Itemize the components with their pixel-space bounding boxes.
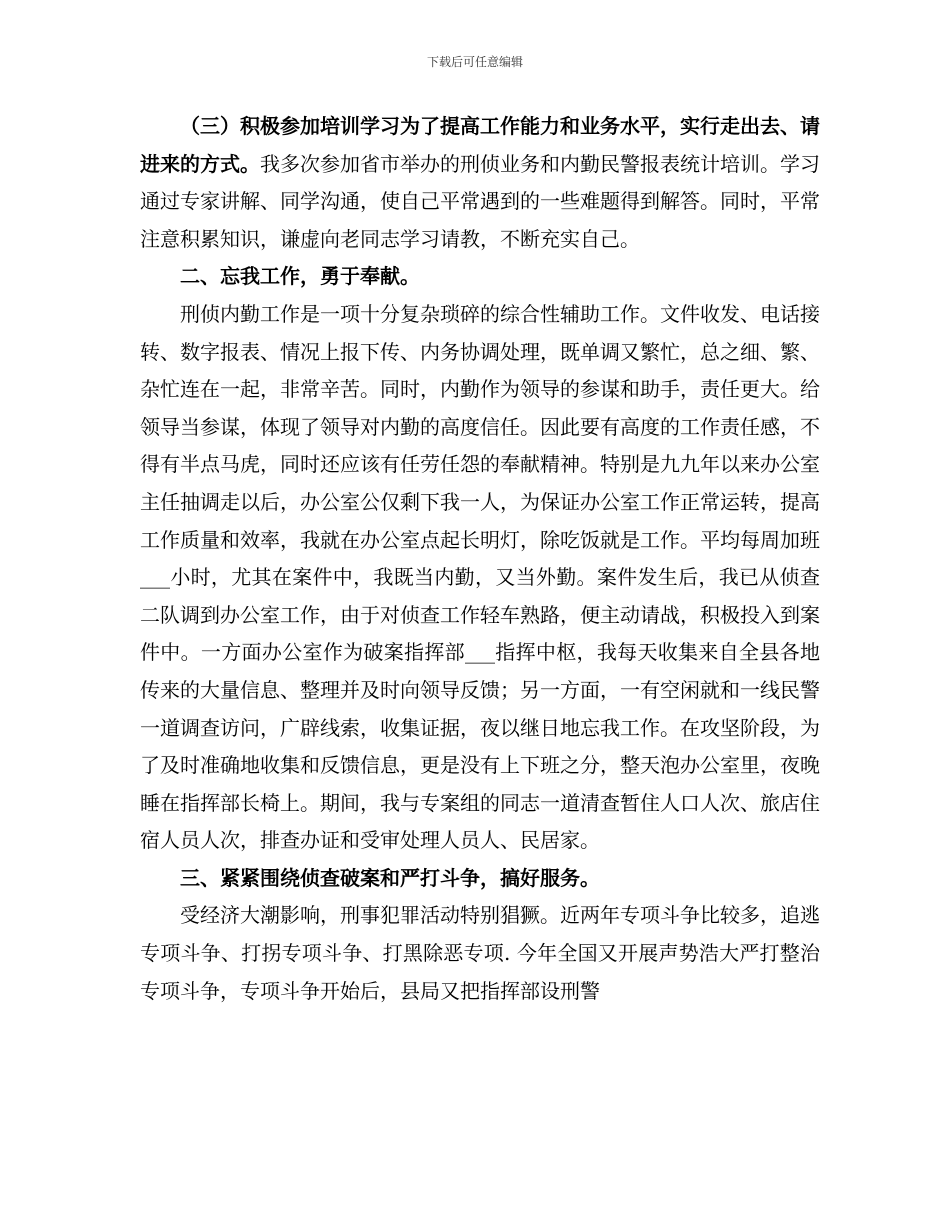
paragraph-training-text: 我多次参加省市举办的刑侦业务和内勤民警报表统计培训。学习通过专家讲解、同学沟通，使自己平常遇到的一些难题得到解答。同时，平常注意积累知识，谦虚向老同志学习请教，不断充实自己。 xyxy=(140,151,820,251)
section-heading-2: 二、忘我工作，勇于奉献。 xyxy=(180,264,420,289)
paragraph-dedication: 刑侦内勤工作是一项十分复杂琐碎的综合性辅助工作。文件收发、电话接转、数字报表、情况上报下传、内务协调处理，既单调又繁忙，总之细、繁、杂忙连在一起，非常辛苦。同时，内勤作为领导的参谋和助手，责任更大。给领导当参谋，体现了领导对内勤的高度信任。因此要有高度的工作责任感，不得有半点马虎，同时还应该有任劳任怨的奉献精神。特别是九九年以来办公室主任抽调走以后，办公室公仅剩下我一人，为保证办公室工作正常运转，提高工作质量和效率，我就在办公室点起长明灯，除吃饭就是工作。平均每周加班___小时，尤其在案件中，我既当内勤，又当外勤。案件发生后，我已从侦查二队调到办公室工作，由于对侦查工作轻车熟路，便主动请战，积极投入到案件中。一方面办公室作为破案指挥部___指挥中枢，我每天收集来自全县各地传来的大量信息、整理并及时向领导反馈；另一方面，一有空闲就和一线民警一道调查访问，广辟线索，收集证据，夜以继日地忘我工作。在攻坚阶段，为了及时准确地收集和反馈信息，更是没有上下班之分，整天泡办公室里，夜晚睡在指挥部长椅上。期间，我与专案组的同志一道清查暂住人口人次、旅店住宿人员人次，排查办证和受审处理人员人、民居家。 xyxy=(140,301,820,853)
paragraph-strike-hard: 受经济大潮影响，刑事犯罪活动特别猖獗。近两年专项斗争比较多，追逃专项斗争、打拐专项斗争、打黑除恶专项. 今年全国又开展声势浩大严打整治专项斗争，专项斗争开始后，县局又把指挥部设刑警 xyxy=(140,903,820,1003)
document-body xyxy=(140,108,820,1010)
section-heading-3: 三、紧紧围绕侦查破案和严打斗争，搞好服务。 xyxy=(180,865,600,890)
page-header: 下载后可任意编辑 xyxy=(426,55,523,69)
paragraph-training-bold-lead: （三）积极参加培训学习为了提高工作能力和业务水平，实行走出去、请进来的方式。 xyxy=(140,114,820,176)
paragraph-training xyxy=(140,108,820,258)
